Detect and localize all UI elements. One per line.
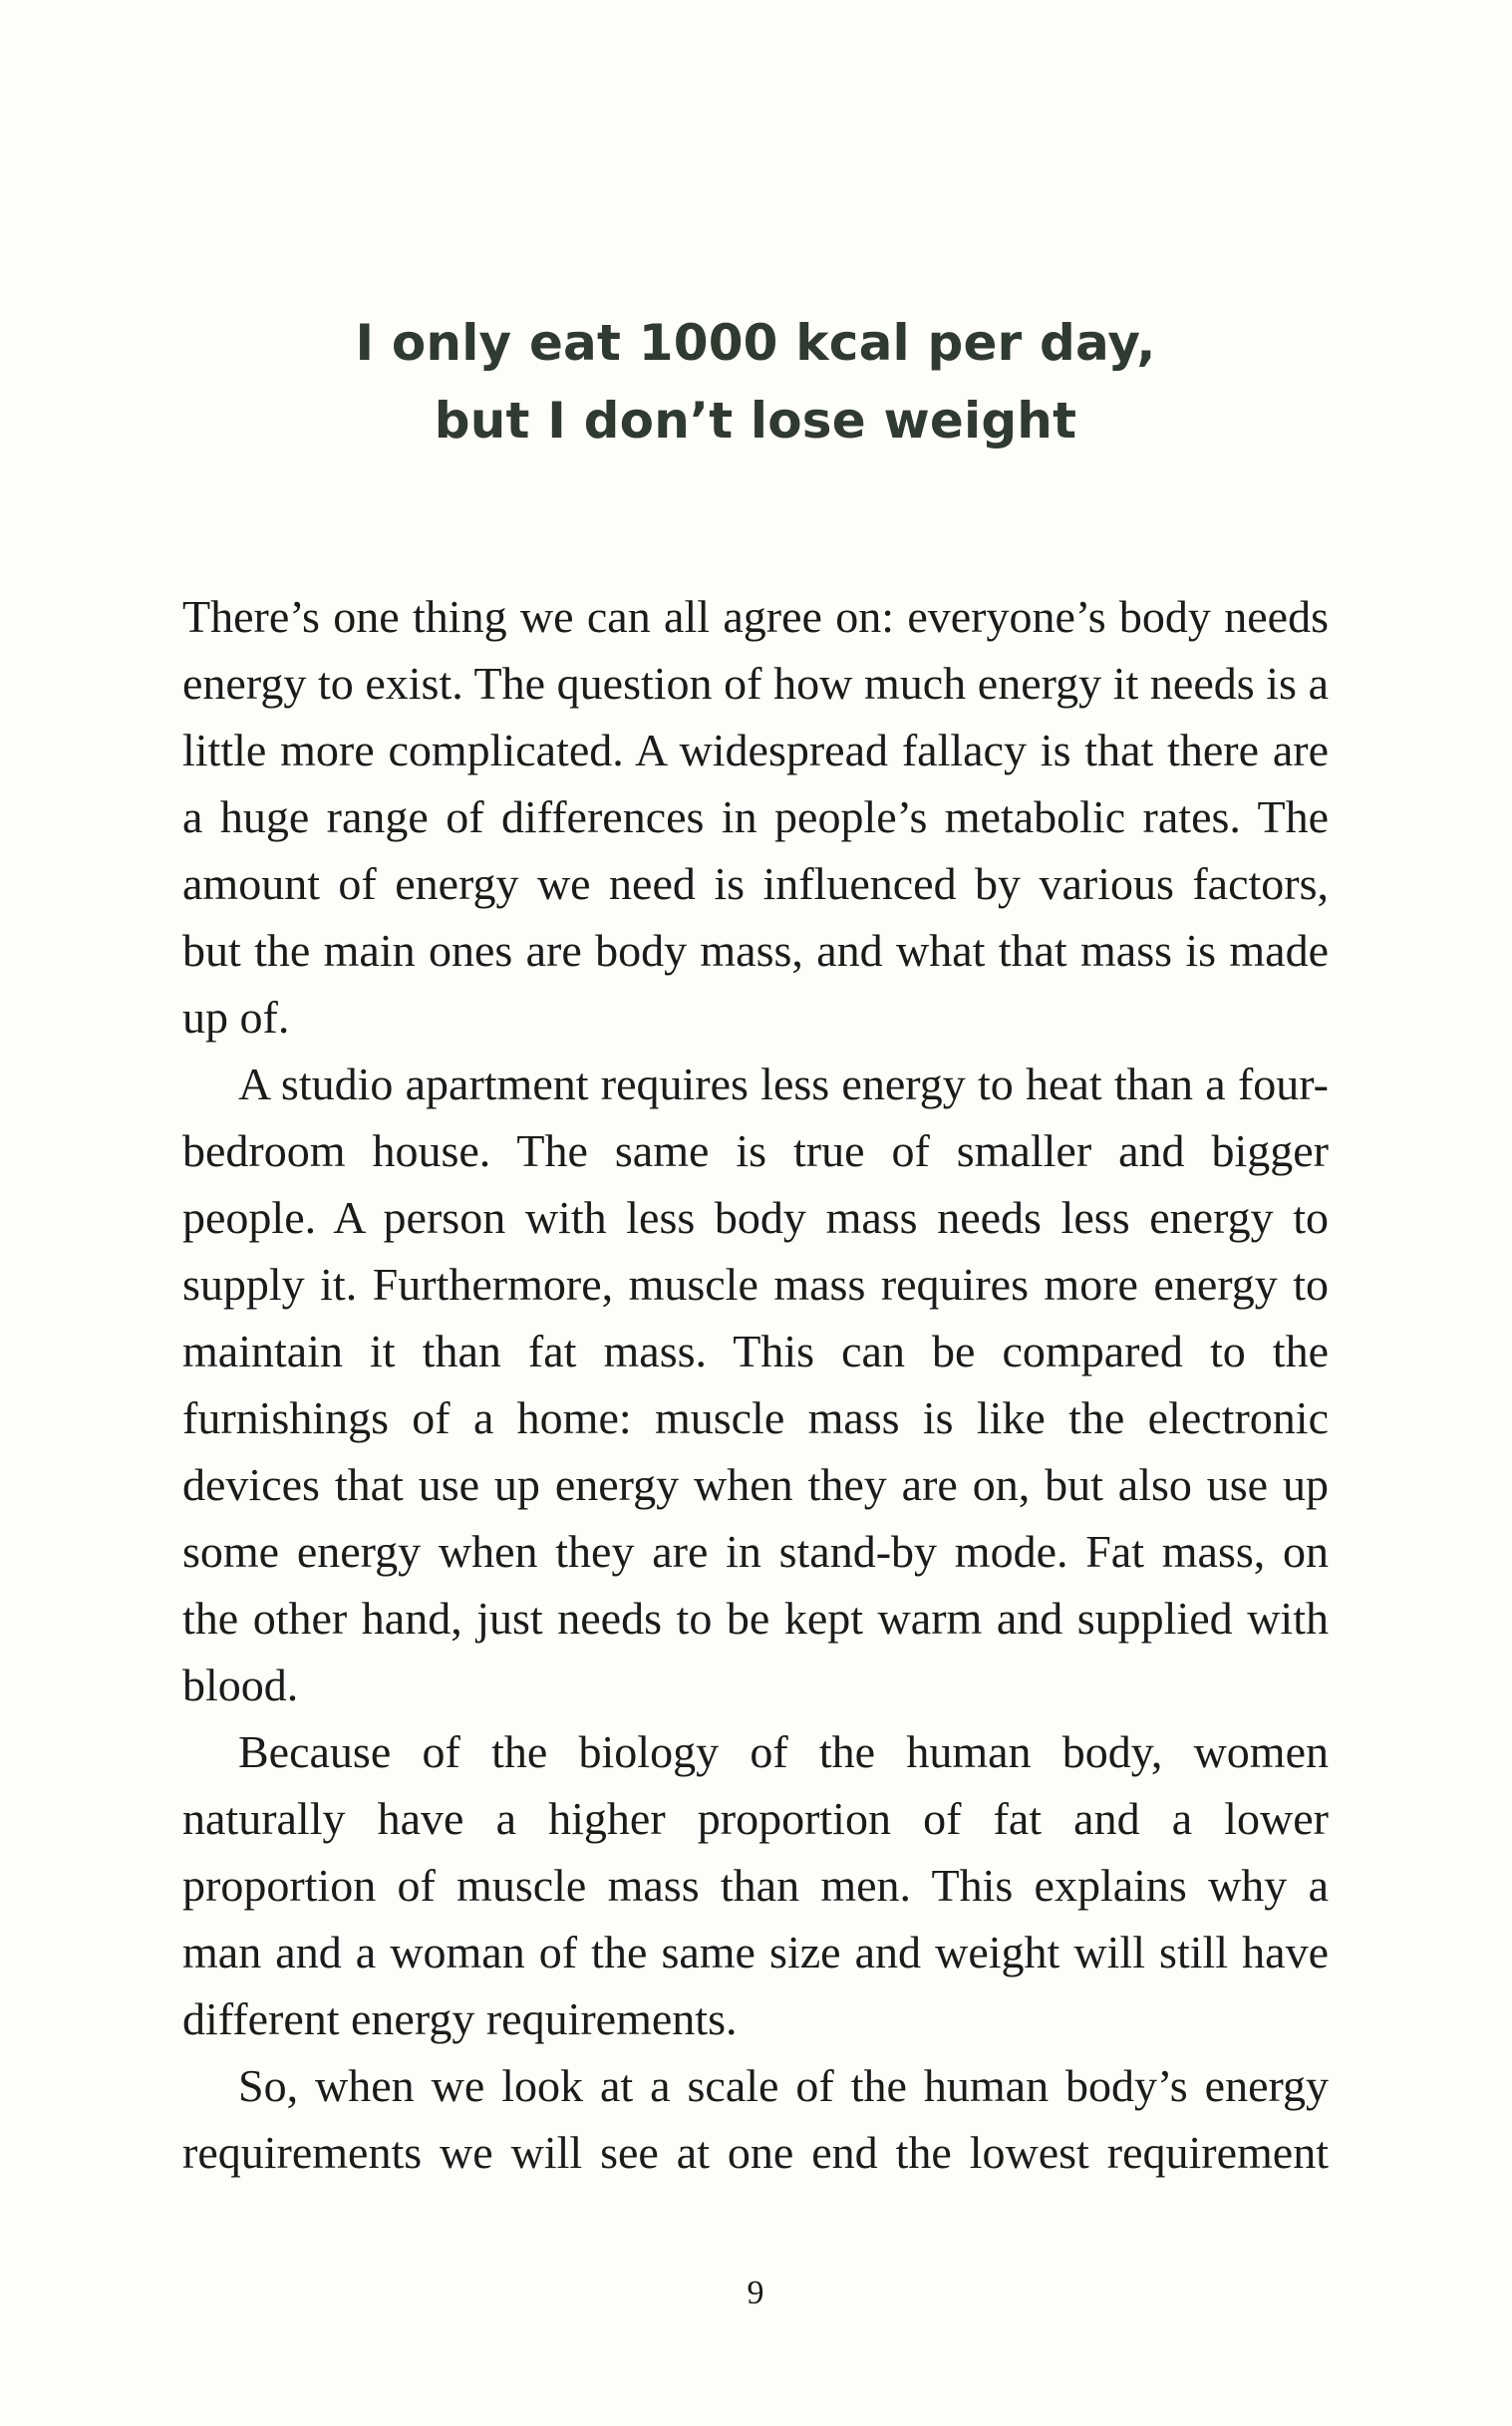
chapter-title (182, 304, 1329, 459)
page-number: 9 (747, 2274, 764, 2311)
paragraph-1: There’s one thing we can all agree on: everyone’s body needs energy to exist. The question of how much energy it needs is a little more complicated. A widespread fallacy is that there are a huge range of differences in people’s metabolic rates. The amount of energy we need is influenced by various factors, but the main ones are body mass, and what that mass is made up of. (182, 591, 1329, 1043)
chapter-title-line-1: I only eat 1000 kcal per day, (355, 314, 1156, 372)
paragraph-2: A studio apartment requires less energy to heat than a four-bedroom house. The same is true of smaller and bigger people. A person with less body mass needs less energy to supply it. Furthermore, muscle mass requires more energy to maintain it than fat mass. This can be compared to the furnishings of a home: muscle mass is like the electronic devices that use up energy when they are on, but also use up some energy when they are in stand-by mode. Fat mass, on the other hand, just needs to be kept warm and supplied with blood. (182, 1059, 1329, 1710)
paragraph-4: So, when we look at a scale of the human body’s energy requirements we will see at one end the lowest requirement (182, 2060, 1329, 2178)
body-text (182, 583, 1329, 2186)
chapter-title-line-2: but I don’t lose weight (434, 392, 1077, 450)
paragraph-3: Because of the biology of the human body, women naturally have a higher proportion of fat and a lower proportion of muscle mass than men. This explains why a man and a woman of the same size and weight will still have different energy requirements. (182, 1726, 1329, 2044)
